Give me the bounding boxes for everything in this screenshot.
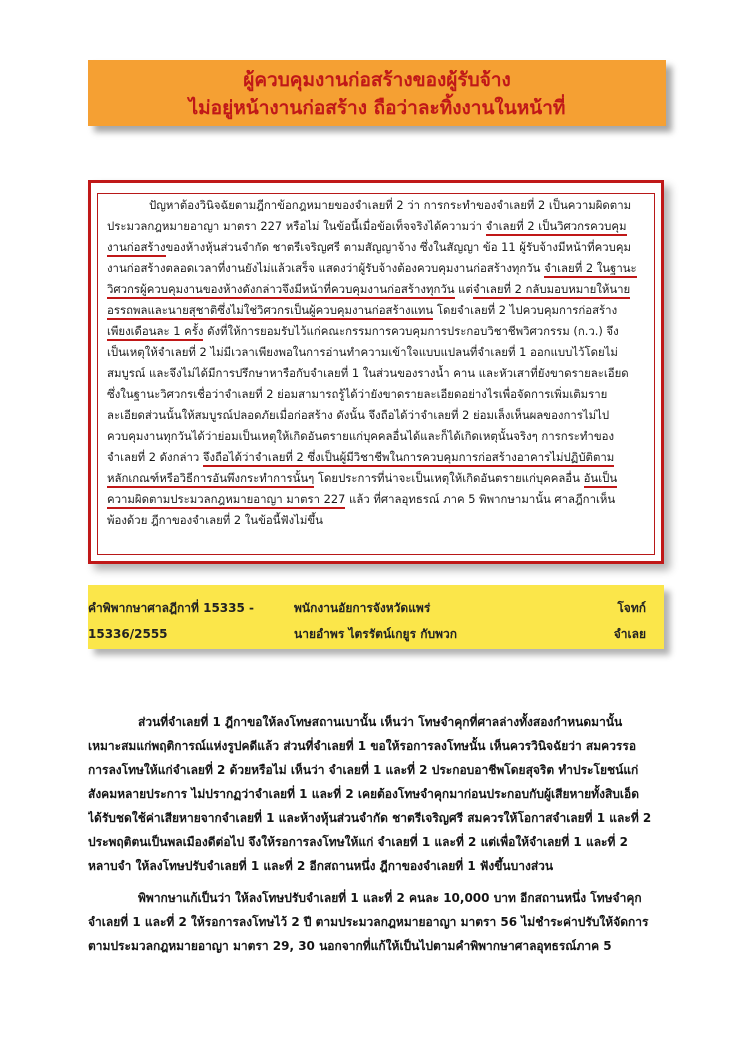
ruling-text-segment: งานก่อสร้างตลอดเวลาที่งานยังไม่แล้วเสร็จ แสดงว่าผู้รับจ้างต้องควบคุมงานก่อสร้างทุกวัน [107,261,545,275]
ruling-line [107,279,637,300]
body-line: จำเลยที่ 1 และที่ 2 ให้รอการลงโทษไว้ 2 ปี ตามประมวลกฎหมายอาญา มาตรา 56 ไม่ชำระค่าปรับให้จัดการ [88,915,649,929]
ruling-frame [88,180,664,564]
body-line: ตามประมวลกฎหมายอาญา มาตรา 29, 30 นอกจากที่แก้ให้เป็นไปตามคำพิพากษาศาลอุทธรณ์ภาค 5 [88,939,612,953]
underlined-segment: จึงถือได้ว่าจำเลยที่ 2 ซึ่งเป็นผู้มีวิชาชีพในการควบคุมการก่อสร้างอาคารไม่ปฏิบัติตาม [203,450,614,467]
body-line: สังคมหลายประการ ไม่ปรากฏว่าจำเลยที่ 1 และที่ 2 เคยต้องโทษจำคุกมาก่อนประกอบกับผู้เสียหายทั้งสิบเอ็ด [88,787,639,801]
body-line: การลงโทษให้แก่จำเลยที่ 2 ด้วยหรือไม่ เห็นว่า จำเลยที่ 1 และที่ 2 ประกอบอาชีพโดยสุจริต ทำประโยชน์แก่ [88,763,639,777]
ruling-text-segment: โดยประการที่น่าจะเป็นเหตุให้เกิดอันตรายแก่บุคคลอื่น [314,471,584,485]
underlined-segment: วิศวกรผู้ควบคุมงานของห้างดังกล่าวจึงมีหน้าที่ควบคุมงานก่อสร้างทุกวัน [107,282,455,299]
ruling-line [107,237,637,258]
body-line: ส่วนที่จำเลยที่ 1 ฎีกาขอให้ลงโทษสถานเบานั้น เห็นว่า โทษจำคุกที่ศาลล่างทั้งสองกำหนดมานั้น [138,715,623,729]
ruling-text-segment: ของห้างหุ้นส่วนจำกัด ชาตรีเจริญศรี ตามสัญญาจ้าง ซึ่งในสัญญา ข้อ 11 ผู้รับจ้างมีหน้าที่ควบคุม [165,240,632,254]
title-line-2: ไม่อยู่หน้างานก่อสร้าง ถือว่าละทิ้งงานในหน้าที่ [188,97,566,119]
ruling-line [107,489,637,510]
underlined-segment: ความผิดตามประมวลกฎหมายอาญา มาตรา 227 [107,492,345,509]
judgment-body [88,710,668,958]
case-number-line-1: คำพิพากษาศาลฎีกาที่ 15335 - [88,601,255,615]
ruling-line [107,258,637,279]
body-line: พิพากษาแก้เป็นว่า ให้ลงโทษปรับจำเลยที่ 1 และที่ 2 คนละ 10,000 บาท อีกสถานหนึ่ง โทษจำคุก [138,891,642,905]
ruling-line [107,300,637,321]
body-line: ได้รับชดใช้ค่าเสียหายจากจำเลยที่ 1 และห้างหุ้นส่วนจำกัด ชาตรีเจริญศรี สมควรให้โอกาสจำเลยที่ 1 และที่ 2 [88,811,652,825]
body-line: ประพฤติตนเป็นพลเมืองดีต่อไป จึงให้รอการลงโทษให้แก่ จำเลยที่ 1 และที่ 2 แต่เพื่อให้จำเลยที่ 1 และที่ 2 [88,835,628,849]
defendant-name: นายอำพร ไตรรัตน์เกยูร กับพวก [294,627,457,641]
ruling-line [107,468,637,489]
ruling-text-segment: แต่ [454,282,473,296]
ruling-line: ปัญหาต้องวินิจฉัยตามฎีกาข้อกฎหมายของจำเลยที่ 2 ว่า การกระทำของจำเลยที่ 2 เป็นความผิดตาม [149,198,632,212]
ruling-line [107,321,637,342]
underlined-segment: จำเลยที่ 2 เป็นวิศวกรควบคุม [486,219,627,236]
role-defendant: จำเลย [613,627,646,641]
ruling-line: ละเอียดส่วนนั้นให้สมบูรณ์ปลอดภัยเมื่อก่อสร้าง ดังนั้น จึงถือได้ว่าจำเลยที่ 2 ย่อมเล็งเห็นผลของการไม่ไป [107,408,610,422]
body-line: เหมาะสมแก่พฤติการณ์แห่งรูปคดีแล้ว ส่วนที่จำเลยที่ 1 ขอให้รอการลงโทษนั้น เห็นควรวินิจฉัยว่า สมควรรอ [88,739,637,753]
ruling-line: เป็นเหตุให้จำเลยที่ 2 ไม่มีเวลาเพียงพอในการอ่านทำความเข้าใจแบบแปลนที่จำเลยที่ 1 ออกแบบไว้โดยไม่ [107,345,618,359]
case-parties [294,595,524,647]
ruling-line [107,216,637,237]
ruling-line: พ้องด้วย ฎีกาของจำเลยที่ 2 ในข้อนี้ฟังไม่ขึ้น [107,513,323,527]
title-banner [88,60,666,126]
underlined-segment: จำเลยที่ 2 กลับมอบหมายให้นาย [473,282,630,299]
case-number-line-2: 15336/2555 [88,627,168,641]
underlined-segment: อรรถพลและนายสุชาติซึ่งไม่ใช่วิศวกรเป็นผู้ควบคุมงานก่อสร้างแทน [107,303,433,320]
underlined-segment: อันเป็น [584,471,618,488]
ruling-line: ซึ่งในฐานะวิศวกรเชื่อว่าจำเลยที่ 2 ย่อมสามารถรู้ได้ว่ายังขาดรายละเอียดอย่างไรเพื่อจัดการเพิ่มเติมราย [107,387,608,401]
title-line-1: ผู้ควบคุมงานก่อสร้างของผู้รับจ้าง [243,69,511,91]
underlined-segment: งานก่อสร้าง [107,240,166,257]
body-line: หลาบจำ ให้ลงโทษปรับจำเลยที่ 1 และที่ 2 อีกสถานหนึ่ง ฎีกาของจำเลยที่ 1 ฟังขึ้นบางส่วน [88,859,554,873]
case-roles [586,595,646,647]
plaintiff-name: พนักงานอัยการจังหวัดแพร่ [294,601,431,615]
underlined-segment: เพียงเดือนละ 1 ครั้ง [107,324,203,341]
case-number [88,595,288,647]
ruling-line: สมบูรณ์ และจึงไม่ได้มีการปรึกษาหารือกับจำเลยที่ 1 ในส่วนของรางน้ำ คาน และหัวเสาที่ยังขาดรายละเอียด [107,366,629,380]
underlined-segment: หลักเกณฑ์หรือวิธีการอันพึงกระทำการนั้นๆ [107,471,314,488]
ruling-line: ควบคุมงานทุกวันได้ว่าย่อมเป็นเหตุให้เกิดอันตรายแก่บุคคลอื่นได้และก็ได้เกิดเหตุนั้นจริงๆ การกระทำของ [107,429,615,443]
ruling-text-segment: แล้ว ที่ศาลอุทธรณ์ ภาค 5 พิพากษามานั้น ศาลฎีกาเห็น [345,492,616,506]
underlined-segment: จำเลยที่ 2 ในฐานะ [544,261,637,278]
ruling-text-segment: จำเลยที่ 2 ดังกล่าว [107,450,203,464]
ruling-text-segment: โดยจำเลยที่ 2 ไปควบคุมการก่อสร้าง [433,303,618,317]
ruling-line [107,447,637,468]
ruling-excerpt [107,195,637,531]
ruling-text-segment: ดังที่ให้การยอมรับไว้แก่คณะกรรมการควบคุมการประกอบวิชาชีพวิศวกรรม (ก.ว.) จึง [203,324,619,338]
ruling-text-segment: ประมวลกฎหมายอาญา มาตรา 227 หรือไม่ ในข้อนี้เมื่อข้อเท็จจริงได้ความว่า [107,219,486,233]
case-info-box [88,585,664,649]
role-plaintiff: โจทก์ [617,601,646,615]
